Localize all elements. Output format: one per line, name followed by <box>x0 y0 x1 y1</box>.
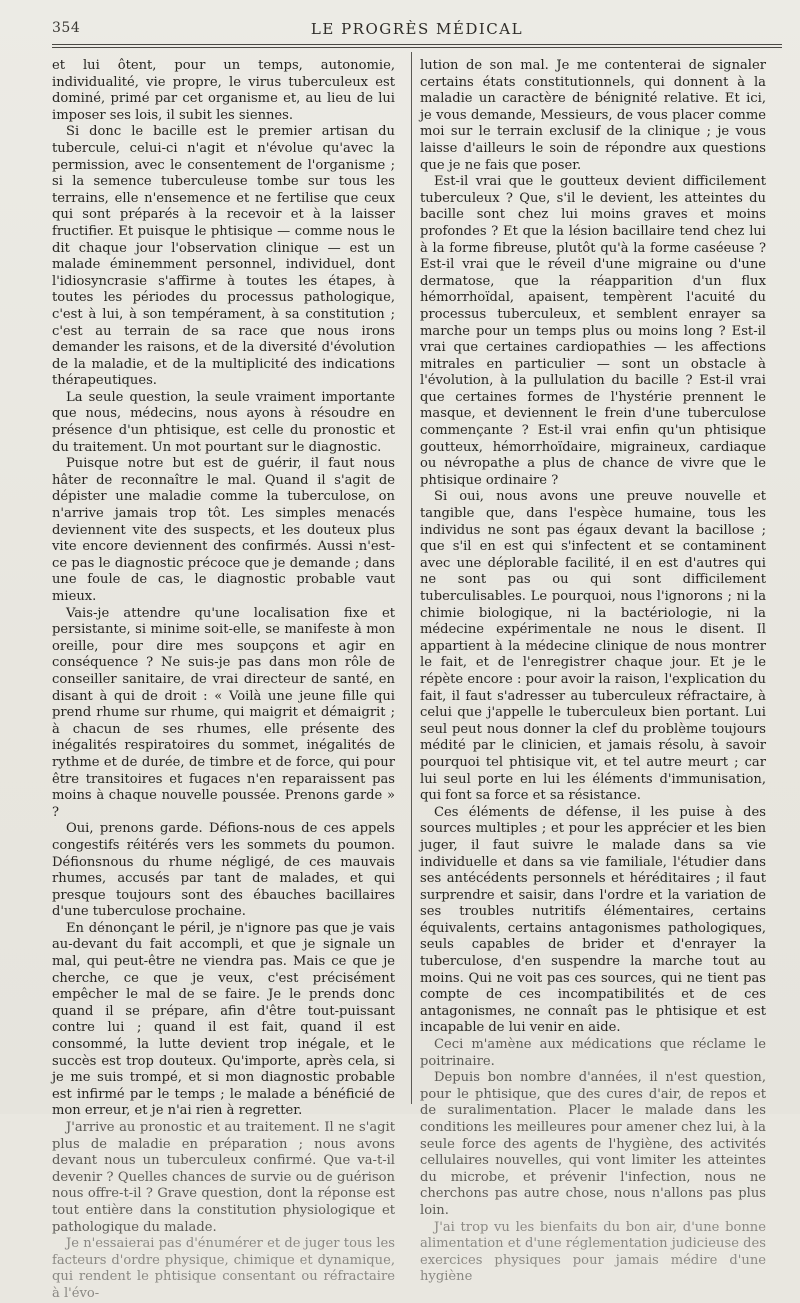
running-header <box>52 20 782 44</box>
paragraph: En dénonçant le péril, je n'ignore pas que je vais au-devant du fait accompli, et que je signale un mal, qui peut-être ne viendra pas. Mais ce que je cherche, ce que je veux, c'est précisément empêcher le mal de se faire. Je le prends donc quand il se prépare, afin d'être tout-puissant contre lui ; quand il est fait, quand il est consommé, la lutte devient trop inégale, et le succès est trop douteux. Qu'importe, après cela, si je me suis trompé, et si mon diagnostic probable est infirmé par le temps ; le malade a bénéficié de mon erreur, et je n'ai rien à regretter. <box>52 920 395 1119</box>
paragraph: J'arrive au pronostic et au traitement. Il ne s'agit plus de maladie en préparation ; nous avons devant nous un tuberculeux confirmé. Que va-t-il devenir ? Quelles chances de survie ou de guérison nous offre-t-il ? Grave question, dont la réponse est tout entière dans la constitution physiologique et pathologique du malade. <box>52 1120 395 1235</box>
paragraph: Depuis bon nombre d'années, il n'est question, pour le phtisique, que des cures d'air, de repos et de suralimentation. Placer le malade dans les conditions les meilleures pour amener chez lui, à la seule force des agents de l'hygiène, des activités cellulaires nouvelles, qui vont limiter les atteintes du microbe, et prévenir l'infection, nous ne cherchons pas autre chose, nous n'allons pas plus loin. <box>420 1070 766 1218</box>
paragraph: Est-il vrai que le goutteux devient difficilement tuberculeux ? Que, s'il le devient, les atteintes du bacille sont chez lui moins graves et moins profondes ? Et que la lésion bacillaire tend chez lui à la forme fibreuse, plutôt qu'à la forme caséeuse ? Est-il vrai que le réveil d'une migraine ou d'une dermatose, que la réapparition d'un flux hémorrhoïdal, apaisent, tempèrent l'acuité du processus tuberculeux, et semblent enrayer sa marche pour un temps plus ou moins long ? Est-il vrai que certaines cardiopathies — les affections mitrales en particulier — sont un obstacle à l'évolution, à la pullulation du bacille ? Est-il vrai que certaines formes de l'hystérie prennent le masque, et deviennent le frein d'une tuberculose commençante ? Est-il vrai enfin qu'un phtisique goutteux, hémorrhoïdaire, migraineux, cardiaque ou névropathe a plus de chance de vivre que le phtisique ordinaire ? <box>420 174 766 488</box>
paragraph: Puisque notre but est de guérir, il faut nous hâter de reconnaître le mal. Quand il s'agit de dépister une maladie comme la tuberculose, on n'arrive jamais trop tôt. Les simples menacés deviennent vite des suspects, et les douteux plus vite encore deviennent des confirmés. Aussi n'est-ce pas le diagnostic précoce que je demande ; dans une foule de cas, le diagnostic probable vaut mieux. <box>52 456 395 604</box>
paragraph: lution de son mal. Je me contenterai de signaler certains états constitutionnels, qui donnent à la maladie un caractère de bénignité relative. Et ici, je vous demande, Messieurs, de vous placer comme moi sur le terrain exclusif de la clinique ; je vous laisse d'ailleurs le soin de répondre aux questions que je ne fais que poser. <box>420 58 766 173</box>
journal-title: LE PROGRÈS MÉDICAL <box>310 20 524 38</box>
page-number: 354 <box>52 20 81 36</box>
paragraph: Ces éléments de défense, il les puise à des sources multiples ; et pour les apprécier et les bien juger, il faut suivre le malade dans sa vie individuelle et dans sa vie familiale, l'étudier dans ses antécédents personnels et héréditaires ; il faut surprendre et saisir, dans l'ordre et la variation de ses troubles nutritifs élémentaires, certains équivalents, certains antagonismes pathologiques, seuls capables de brider et d'enrayer la tuberculose, d'en suspendre la marche tout au moins. Qui ne voit pas ces sources, qui ne tient pas compte de ces incompatibilités et de ces antagonismes, ne connaît pas le phtisique et est incapable de lui venir en aide. <box>420 804 766 1036</box>
paragraph: La seule question, la seule vraiment importante que nous, médecins, nous ayons à résoudre en présence d'un phtisique, est celle du pronostic et du traitement. Un mot pourtant sur le diagnostic. <box>52 389 395 455</box>
column-divider <box>411 52 412 1104</box>
paragraph: Je n'essaierai pas d'énumérer et de juger tous les facteurs d'ordre physique, chimique et dynamique, qui rendent le phtisique consentant ou réfractaire à l'évo- <box>52 1236 395 1301</box>
left-column <box>52 58 395 1301</box>
paragraph: J'ai trop vu les bienfaits du bon air, d'une bonne alimentation et d'une réglementation judicieuse des exercices physiques pour jamais médire d'une hygiène <box>420 1219 766 1285</box>
paragraph: Ceci m'amène aux médications que réclame le poitrinaire. <box>420 1037 766 1069</box>
paragraph: Si donc le bacille est le premier artisan du tubercule, celui-ci n'agit et n'évolue qu'avec la permission, avec le consentement de l'organisme ; si la semence tuberculeuse tombe sur tous les terrains, elle n'ensemence et ne fertilise que ceux qui sont préparés à la recevoir et à la laisser fructifier. Et puisque le phtisique — comme nous le dit chaque jour l'observation clinique — est un malade éminemment personnel, individuel, dont l'idiosyncrasie s'affirme à toutes les étapes, à toutes les périodes du processus pathologique, c'est à lui, à son tempérament, à sa constitution ; c'est au terrain de sa race que nous irons demander les raisons, et de la diversité d'évolution de la maladie, et de la multiplicité des indications thérapeutiques. <box>52 124 395 389</box>
paragraph: Oui, prenons garde. Défions-nous de ces appels congestifs réitérés vers les sommets du poumon. Défionsnous du rhume négligé, de ces mauvais rhumes, accusés par tant de malades, et qui presque toujours sont des ébauches bacillaires d'une tuberculose prochaine. <box>52 821 395 920</box>
header-rule-top <box>52 44 782 45</box>
paragraph: Vais-je attendre qu'une localisation fixe et persistante, si minime soit-elle, se manifeste à mon oreille, pour dire mes soupçons et agir en conséquence ? Ne suis-je pas dans mon rôle de conseiller sanitaire, de vrai directeur de santé, en disant à qui de droit : « Voilà une jeune fille qui prend rhume sur rhume, qui maigrit et démaigrit ; à chacun de ses rhumes, elle présente des inégalités respiratoires du sommet, inégalités de rythme et de durée, de timbre et de force, qui pour être transitoires et fugaces n'en reparaissent pas moins à chaque nouvelle poussée. Prenons garde » ? <box>52 605 395 820</box>
header-rule-bottom <box>52 47 782 48</box>
right-column <box>420 58 766 1285</box>
paragraph: et lui ôtent, pour un temps, autonomie, individualité, vie propre, le virus tuberculeux est dominé, primé par cet organisme et, au lieu de lui imposer ses lois, il subit les siennes. <box>52 58 395 123</box>
paragraph: Si oui, nous avons une preuve nouvelle et tangible que, dans l'espèce humaine, tous les individus ne sont pas égaux devant la bacillose ; que s'il en est qui s'infectent et se contaminent avec une déplorable facilité, il en est d'autres qui ne sont pas ou qui sont difficilement tuberculisables. Le pourquoi, nous l'ignorons ; ni la chimie biologique, ni la bactériologie, ni la médecine expérimentale ne nous le disent. Il appartient à la médecine clinique de nous montrer le fait, et de l'enregistrer chaque jour. Et je le répète encore : pour avoir la raison, l'explication du fait, il faut s'adresser au tuberculeux réfractaire, à celui que j'appelle le tuberculeux bien portant. Lui seul peut nous donner la clef du problème toujours médité par le clinicien, et jamais résolu, à savoir pourquoi tel phtisique vit, et tel autre meurt ; car lui seul porte en lui les éléments d'immunisation, qui font sa force et sa résistance. <box>420 489 766 804</box>
